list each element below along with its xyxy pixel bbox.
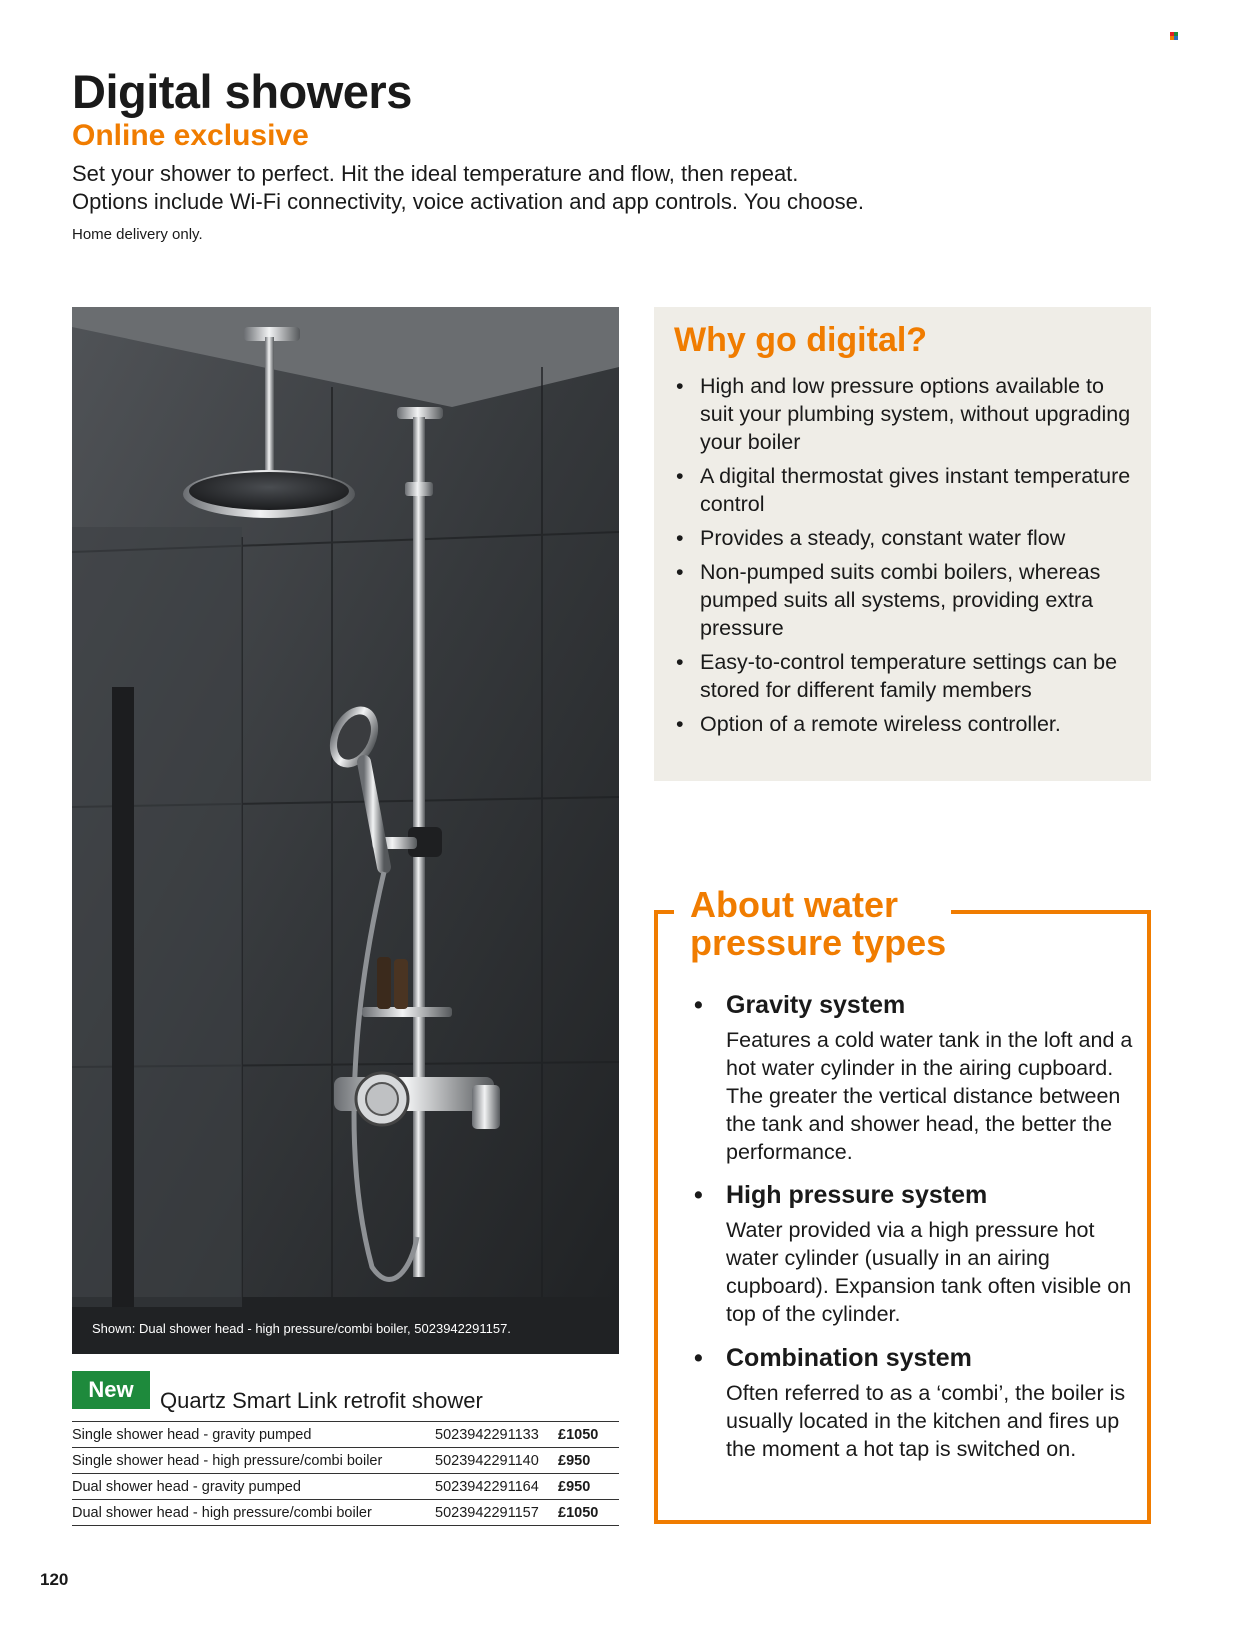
list-item: • Option of a remote wireless controller. [674, 710, 1131, 738]
product-price: £950 [558, 1452, 591, 1469]
shower-illustration [72, 307, 619, 1354]
product-description: Dual shower head - gravity pumped [72, 1478, 301, 1495]
pressure-type-text: Water provided via a high pressure hot water cylinder (usually in an airing cupboard). Expansion tank often visible on top of the cylinder. [726, 1218, 1132, 1326]
new-badge: New [72, 1371, 150, 1409]
frame-divider [951, 910, 1151, 914]
frame-divider [654, 910, 658, 928]
list-item: • High and low pressure options available to suit your plumbing system, without upgrading your boiler [674, 372, 1131, 456]
pressure-type-high [690, 1180, 1140, 1328]
product-code: 5023942291157 [435, 1504, 539, 1521]
title-line: pressure types [690, 922, 947, 963]
list-item: • A digital thermostat gives instant temperature control [674, 462, 1131, 518]
product-code: 5023942291133 [435, 1426, 539, 1443]
pressure-type-gravity [690, 990, 1140, 1166]
product-row [72, 1500, 619, 1526]
product-row [72, 1448, 619, 1474]
product-table [72, 1421, 619, 1526]
photo-caption: Shown: Dual shower head - high pressure/combi boiler, 5023942291157. [92, 1321, 511, 1336]
product-price: £950 [558, 1478, 591, 1495]
product-row [72, 1422, 619, 1448]
page-title: Digital showers [72, 65, 412, 118]
pressure-type-combination [690, 1343, 1140, 1463]
why-digital-panel [654, 307, 1151, 781]
list-item: • Easy-to-control temperature settings can be stored for different family members [674, 648, 1131, 704]
product-description: Single shower head - high pressure/combi boiler [72, 1452, 383, 1469]
list-item: • Non-pumped suits combi boilers, whereas pumped suits all systems, providing extra pressure [674, 558, 1131, 642]
pressure-type-name: • Gravity system [690, 990, 1140, 1020]
product-description: Single shower head - gravity pumped [72, 1426, 312, 1443]
intro-line: Options include Wi-Fi connectivity, voice activation and app controls. You choose. [72, 189, 865, 214]
product-description: Dual shower head - high pressure/combi boiler [72, 1504, 372, 1521]
shower-photo [72, 307, 619, 1354]
corner-mark-icon [1170, 32, 1178, 40]
pressure-type-text: Features a cold water tank in the loft and a hot water cylinder in the airing cupboard. The greater the vertical distance between the tank and shower head, the better the performance. [726, 1028, 1133, 1164]
delivery-note: Home delivery only. [72, 226, 203, 243]
why-digital-title: Why go digital? [674, 321, 928, 359]
intro-line: Set your shower to perfect. Hit the ideal temperature and flow, then repeat. [72, 161, 799, 186]
pressure-type-name: • Combination system [690, 1343, 1140, 1373]
pressure-types-title [690, 886, 946, 962]
list-item: • Provides a steady, constant water flow [674, 524, 1131, 552]
intro-text [72, 160, 864, 216]
title-line: About water [690, 884, 899, 925]
page-number: 120 [40, 1570, 69, 1589]
why-digital-list [674, 372, 1131, 738]
product-price: £1050 [558, 1504, 599, 1521]
pressure-type-text: Often referred to as a ‘combi’, the boiler is usually located in the kitchen and fires up the moment a hot tap is switched on. [726, 1381, 1126, 1461]
product-row [72, 1474, 619, 1500]
product-price: £1050 [558, 1426, 599, 1443]
product-code: 5023942291140 [435, 1452, 539, 1469]
pressure-type-name: • High pressure system [690, 1180, 1140, 1210]
product-code: 5023942291164 [435, 1478, 539, 1495]
product-name: Quartz Smart Link retrofit shower [160, 1388, 483, 1413]
page-subtitle: Online exclusive [72, 119, 309, 152]
